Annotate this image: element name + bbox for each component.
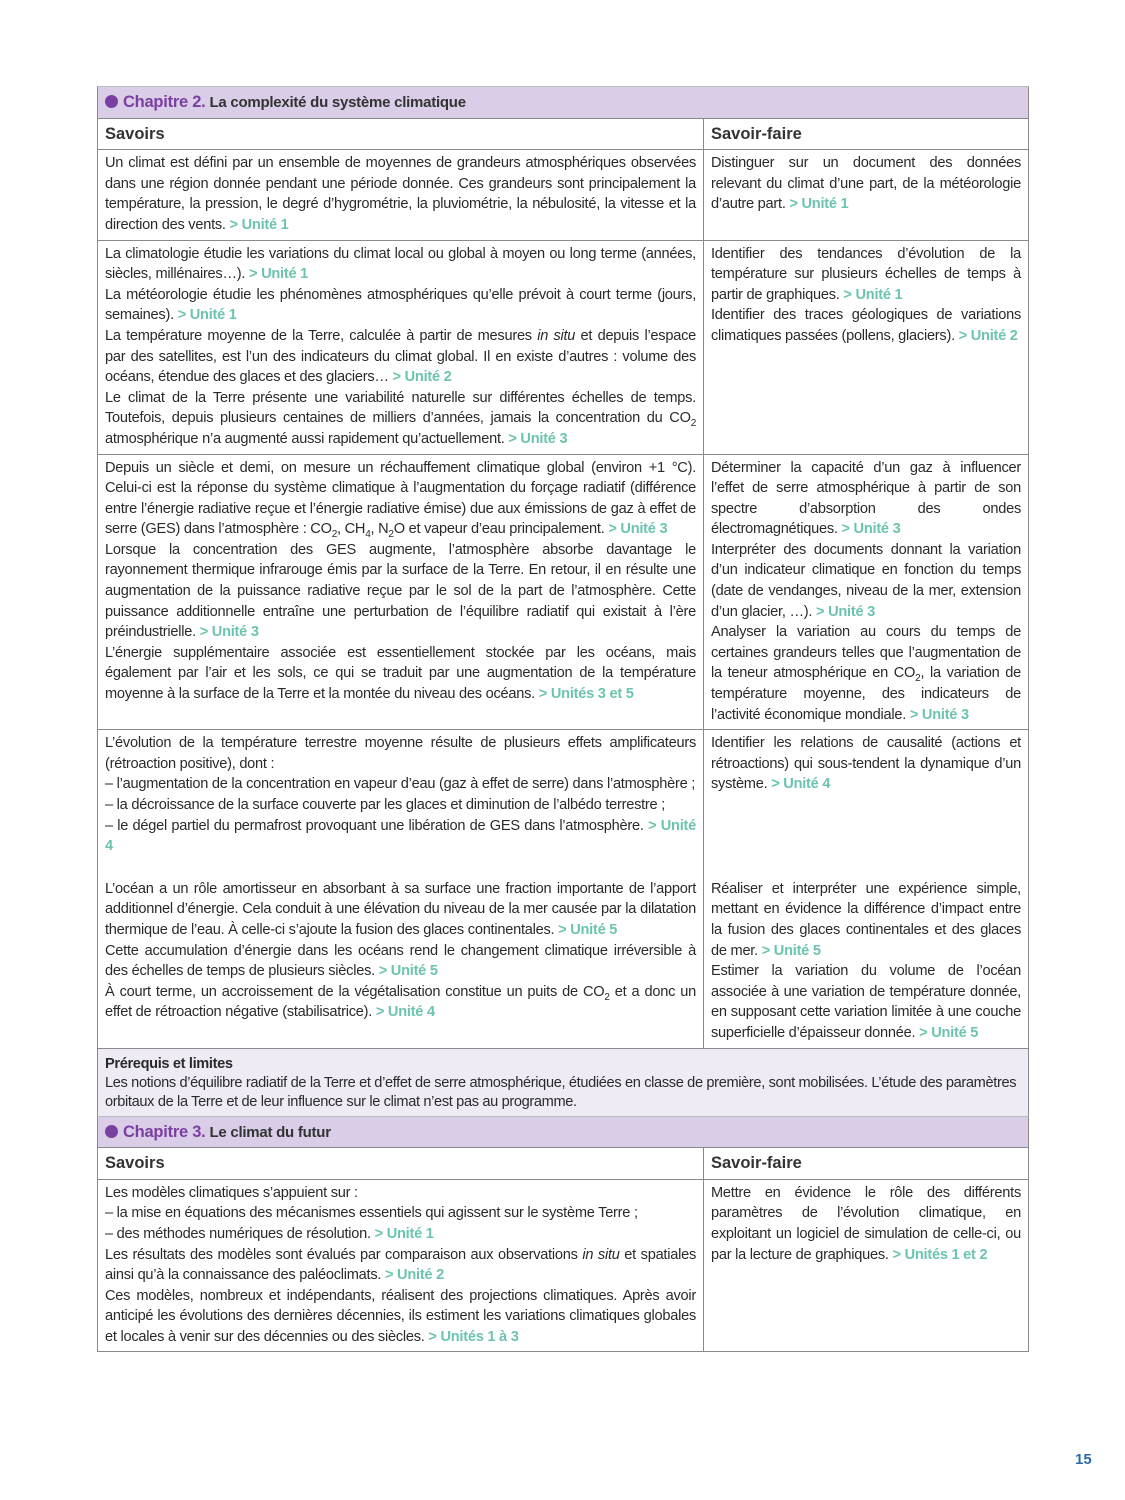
- savoir-faire-cell: [704, 730, 1029, 861]
- column-header-savoirs: Savoirs: [98, 118, 704, 150]
- bullet-icon: [105, 95, 118, 108]
- text: L’évolution de la température terrestre moyenne résulte de plusieurs effets amplificateurs (rétroaction positive), dont :: [105, 735, 696, 772]
- chapter-title-cell: [98, 1116, 1029, 1148]
- paragraph: [105, 941, 696, 982]
- paragraph: [105, 1183, 696, 1204]
- text: À court terme, un accroissement de la végétalisation constitue un puits de CO: [105, 983, 605, 1000]
- text: Lorsque la concentration des GES augmente, l’atmosphère absorbe davantage le rayonnement thermique infrarouge émis par la surface de la Terre. En retour, il en résulte une augmentation de la puissance radiative reçue par le sol de la part de l’atmosphère. Cette puissance additionnelle entraîne une perturbation de l’équilibre radiatif qui existait à l’ère préindustrielle.: [105, 541, 696, 641]
- text: La météorologie étudie les phénomènes atmosphériques qu’elle prévoit à court terme (jours, semaines).: [105, 286, 696, 324]
- unit-link[interactable]: > Unité 3: [909, 706, 969, 723]
- paragraph: [105, 1286, 696, 1348]
- unit-link[interactable]: > Unité 5: [378, 963, 438, 980]
- paragraph: [105, 795, 696, 816]
- paragraph: [711, 879, 1021, 961]
- unit-link[interactable]: > Unités 3 et 5: [538, 686, 634, 703]
- paragraph: [105, 1224, 696, 1245]
- paragraph: [105, 879, 696, 941]
- subscript: 4: [365, 529, 371, 541]
- paragraph: [105, 153, 696, 235]
- subscript: 2: [915, 673, 921, 685]
- text: – la décroissance de la surface couverte par les glaces et diminution de l’albédo terrestre ;: [105, 797, 666, 813]
- text: Cette accumulation d’énergie dans les océans rend le changement climatique irréversible à des échelles de temps de plusieurs siècles.: [105, 942, 696, 980]
- unit-link[interactable]: > Unités 1 et 2: [892, 1246, 988, 1263]
- unit-link[interactable]: > Unité 3: [199, 624, 259, 641]
- savoir-faire-cell: [704, 861, 1029, 1048]
- paragraph: [711, 244, 1021, 306]
- paragraph: [105, 458, 696, 540]
- table-row: [98, 454, 1029, 730]
- savoirs-cell: [98, 150, 704, 240]
- prerequisites-heading: Prérequis et limites: [105, 1055, 233, 1072]
- chapter-header: [98, 87, 1029, 119]
- text: Depuis un siècle et demi, on mesure un réchauffement climatique global (environ +1 °C). Celui-ci est la réponse du système climatique à l’augmentation du forçage radiatif (différence entre l’énergie radiative reçue et l’énergie radiative émise) due aux émissions de gaz à effet de serre (GES) dans l’atmosphère : CO: [105, 459, 696, 538]
- subscript: 2: [388, 529, 394, 541]
- text: – des méthodes numériques de résolution.: [105, 1225, 375, 1242]
- unit-link[interactable]: > Unité 2: [384, 1267, 444, 1284]
- paragraph: [711, 153, 1021, 215]
- column-headers: [98, 118, 1029, 150]
- paragraph: [105, 1245, 696, 1286]
- page-number: 15: [1075, 1451, 1092, 1468]
- text: – le dégel partiel du permafrost provoquant une libération de GES dans l’atmosphère.: [105, 817, 649, 834]
- unit-link[interactable]: > Unité 2: [958, 327, 1018, 344]
- paragraph: [711, 733, 1021, 795]
- text: Ces modèles, nombreux et indépendants, réalisent des projections climatiques. Après avoir anticipé les évolutions des dernières décennies, ils estiment les variations climatiques globales et locales à venir sur des décennies ou des siècles.: [105, 1287, 696, 1345]
- text: Déterminer la capacité d’un gaz à influencer l’effet de serre atmosphérique à partir de son spectre d’absorption des ondes électromagnétiques.: [711, 459, 1021, 538]
- text: Mettre en évidence le rôle des différents paramètres de l’évolution climatique, en exploitant un logiciel de simulation de celle-ci, ou par la lecture de graphiques.: [711, 1184, 1021, 1263]
- text: La température moyenne de la Terre, calculée à partir de mesures: [105, 327, 538, 344]
- curriculum-table: [97, 86, 1029, 1352]
- italic-text: in situ: [582, 1246, 620, 1263]
- text: Un climat est défini par un ensemble de moyennes de grandeurs atmosphériques observées dans une région donnée pendant une période donnée. Ces grandeurs sont principalement la température, la pression, le degré d’hygrométrie, la pluviométrie, la nébulosité, la vitesse et la direction des vents.: [105, 155, 696, 233]
- paragraph: [711, 305, 1021, 346]
- chapter-title: Le climat du futur: [209, 1123, 331, 1141]
- unit-link[interactable]: > Unité 2: [392, 369, 452, 386]
- column-header-savoirs: Savoirs: [98, 1148, 704, 1180]
- paragraph: [105, 982, 696, 1023]
- text: , N: [370, 521, 389, 538]
- text: et depuis l’espace par des satellites, est l’un des indicateurs du climat global. Il en existe d’autres : volume des océans, étendue des glaces et des glaciers…: [105, 327, 696, 386]
- text: – l’augmentation de la concentration en vapeur d’eau (gaz à effet de serre) dans l’atmosphère ;: [105, 776, 696, 793]
- paragraph: [105, 1203, 696, 1224]
- unit-link[interactable]: > Unité 4: [771, 776, 831, 793]
- savoirs-cell: [98, 240, 704, 454]
- paragraph: [711, 1183, 1021, 1265]
- paragraph: [105, 285, 696, 326]
- chapter-number: Chapitre 3.: [123, 1122, 206, 1141]
- prerequisites-row: [98, 1048, 1029, 1116]
- paragraph: [105, 774, 696, 795]
- paragraph: [105, 244, 696, 285]
- unit-link[interactable]: > Unité 5: [761, 942, 821, 959]
- text: , CH: [337, 521, 366, 538]
- text: atmosphérique n’a augmenté aussi rapidement qu’actuellement.: [105, 430, 509, 447]
- text: Les résultats des modèles sont évalués par comparaison aux observations: [105, 1246, 583, 1263]
- text: L’énergie supplémentaire associée est essentiellement stockée par les océans, mais également par l’air et les sols, ce qui se traduit par une augmentation de la température moyenne à la surface de la Terre et la montée du niveau des océans.: [105, 644, 696, 703]
- text: , la variation de température moyenne, des indicateurs de l’activité économique mondiale.: [711, 665, 1021, 723]
- subscript: 2: [331, 529, 338, 541]
- text: – la mise en équations des mécanismes essentiels qui agissent sur le système Terre ;: [105, 1205, 638, 1222]
- chapter-title: La complexité du système climatique: [209, 94, 466, 111]
- paragraph: [711, 961, 1021, 1043]
- table-row: [98, 861, 1029, 1048]
- text: Réaliser et interpréter une expérience simple, mettant en évidence la différence d’impact entre la fusion des glaces continentales et des glaces de mer.: [711, 880, 1021, 959]
- subscript: 2: [690, 418, 696, 430]
- prerequisites-cell: [98, 1048, 1029, 1116]
- unit-link[interactable]: > Unité 5: [558, 921, 618, 938]
- paragraph: [711, 622, 1021, 725]
- bullet-icon: [105, 1125, 118, 1138]
- unit-link[interactable]: > Unités 1 à 3: [428, 1328, 519, 1345]
- unit-link[interactable]: > Unité 1: [177, 307, 237, 324]
- savoirs-cell: [98, 730, 704, 861]
- savoir-faire-cell: [704, 150, 1029, 240]
- unit-link[interactable]: > Unité 3: [841, 521, 901, 538]
- paragraph: [105, 540, 696, 643]
- subscript: 2: [604, 991, 610, 1003]
- paragraph: [105, 643, 696, 705]
- paragraph: [105, 733, 696, 774]
- text: Identifier des tendances d’évolution de la température sur plusieurs échelles de temps à partir de graphiques.: [711, 245, 1021, 303]
- text: Les modèles climatiques s’appuient sur :: [105, 1184, 358, 1201]
- chapter-number: Chapitre 2.: [123, 93, 206, 111]
- column-header-savoir-faire: Savoir-faire: [704, 118, 1029, 150]
- savoir-faire-cell: [704, 454, 1029, 730]
- unit-link[interactable]: > Unité 1: [249, 266, 309, 283]
- chapter-title-cell: [98, 87, 1029, 119]
- prerequisites-text: Les notions d’équilibre radiatif de la Terre et d’effet de serre atmosphérique, étudiées en classe de première, sont mobilisées. L’étude des paramètres orbitaux de la Terre et de leur influence sur le climat n’est pas au programme.: [105, 1074, 1017, 1110]
- unit-link[interactable]: > Unité 4: [105, 817, 696, 855]
- text: Identifier les relations de causalité (actions et rétroactions) qui sous-tendent la dynamique d’un système.: [711, 735, 1021, 793]
- paragraph: [711, 458, 1021, 540]
- savoirs-cell: [98, 861, 704, 1048]
- text: La climatologie étudie les variations du climat local ou global à moyen ou long terme (années, siècles, millénaires…).: [105, 245, 696, 283]
- column-header-savoir-faire: Savoir-faire: [704, 1148, 1029, 1180]
- unit-link[interactable]: > Unité 3: [508, 430, 568, 447]
- paragraph: [711, 540, 1021, 622]
- paragraph: [105, 816, 696, 857]
- savoir-faire-cell: [704, 240, 1029, 454]
- savoir-faire-cell: [704, 1179, 1029, 1352]
- unit-link[interactable]: > Unité 3: [816, 603, 875, 620]
- unit-link[interactable]: > Unité 4: [375, 1004, 435, 1021]
- unit-link[interactable]: > Unité 1: [374, 1225, 434, 1242]
- column-headers: [98, 1148, 1029, 1180]
- savoirs-cell: [98, 1179, 704, 1352]
- table-row: [98, 1179, 1029, 1352]
- text: Analyser la variation au cours du temps de certaines grandeurs telles que l’augmentation de la teneur atmosphérique en CO: [711, 624, 1021, 682]
- text: Distinguer sur un document des données relevant du climat d’une part, de la météorologie d’autre part.: [711, 155, 1021, 213]
- chapter-header: [98, 1116, 1029, 1148]
- table-row: [98, 150, 1029, 240]
- text: Interpréter des documents donnant la variation d’un indicateur climatique en fonction du temps (date de vendanges, niveau de la mer, extension d’un glacier, …).: [711, 541, 1021, 620]
- unit-link[interactable]: > Unité 1: [843, 286, 903, 303]
- paragraph: [105, 326, 696, 388]
- paragraph: [105, 388, 696, 450]
- savoirs-cell: [98, 454, 704, 730]
- unit-link[interactable]: > Unité 1: [789, 196, 849, 213]
- table-row: [98, 240, 1029, 454]
- text: et spatiales ainsi qu’à la connaissance des paléoclimats.: [105, 1246, 696, 1284]
- italic-text: in situ: [537, 327, 576, 344]
- table-row: [98, 730, 1029, 861]
- text: Le climat de la Terre présente une variabilité naturelle sur différentes échelles de temps. Toutefois, depuis plusieurs centaines de milliers d’années, jamais la concentration du CO: [105, 389, 696, 427]
- text: et a donc un effet de rétroaction négative (stabilisatrice).: [105, 983, 697, 1021]
- unit-link[interactable]: > Unité 5: [919, 1024, 979, 1041]
- unit-link[interactable]: > Unité 3: [608, 521, 668, 538]
- unit-link[interactable]: > Unité 1: [229, 216, 289, 233]
- text: L’océan a un rôle amortisseur en absorbant à sa surface une fraction importante de l’apport additionnel d’énergie. Cela conduit à une élévation du niveau de la mer causée par la dilatation thermique de l’eau. À celle-ci s’ajoute la fusion des glaces continentales.: [105, 880, 696, 938]
- text: Identifier des traces géologiques de variations climatiques passées (pollens, glaciers).: [711, 307, 1021, 344]
- text: O et vapeur d’eau principalement.: [393, 521, 609, 538]
- text: Estimer la variation du volume de l’océan associée à une variation de température donnée, en supposant cette variation limitée à une couche superficielle d’épaisseur donnée.: [711, 963, 1021, 1041]
